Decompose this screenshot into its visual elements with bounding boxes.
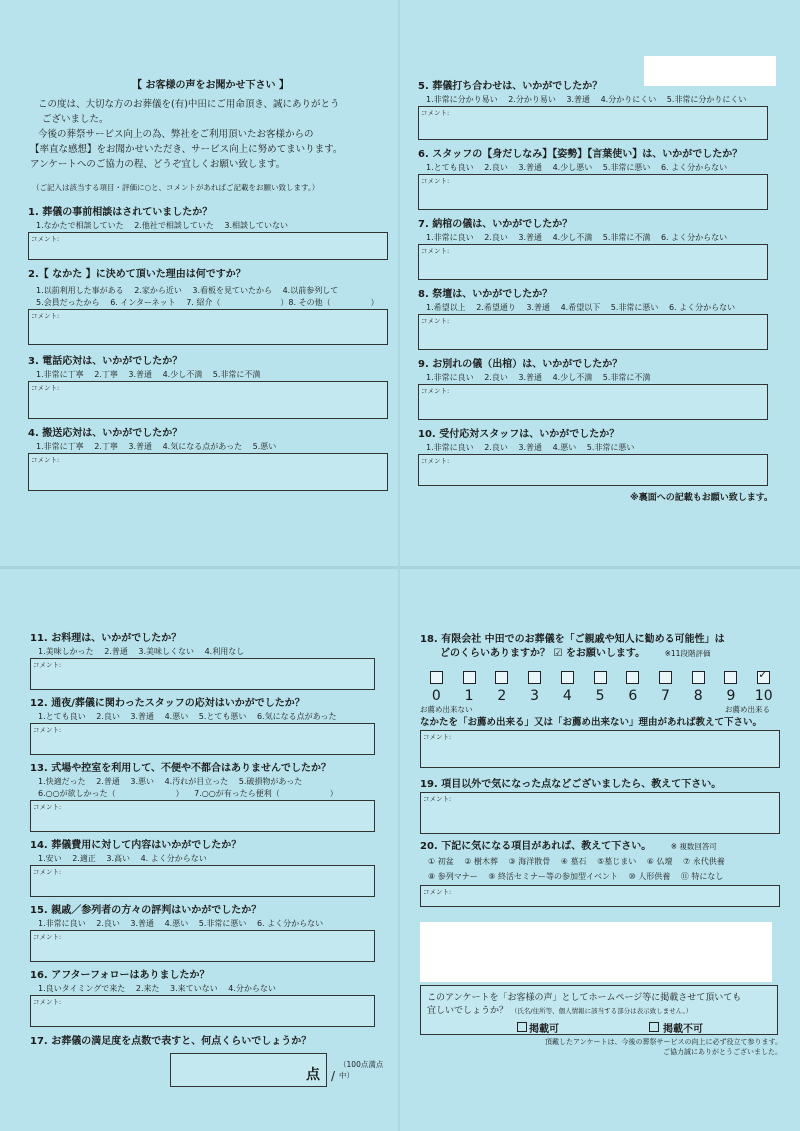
back-side-note: ※裏面への記載もお願い致します。: [629, 493, 773, 503]
option[interactable]: 4.分からない: [228, 984, 276, 993]
option[interactable]: 1.非常に良い: [426, 233, 474, 242]
scale-option[interactable]: [485, 669, 518, 704]
option[interactable]: 3.普通: [526, 303, 551, 312]
checkbox-icon[interactable]: [692, 671, 705, 684]
option[interactable]: 1.非常に分かり易い: [426, 95, 498, 104]
comment-box[interactable]: [30, 865, 375, 897]
option[interactable]: 5.非常に不満: [602, 373, 651, 382]
option[interactable]: 7. 紹介（: [186, 298, 221, 307]
footer-thanks: [420, 1037, 782, 1057]
option[interactable]: 6.気になる点があった: [256, 712, 337, 721]
question-options: [418, 302, 773, 314]
scale-option[interactable]: [649, 669, 682, 704]
checkbox-icon[interactable]: [517, 1022, 527, 1032]
scale-number: 6: [628, 688, 638, 704]
comment-box[interactable]: [28, 381, 388, 419]
scale-option[interactable]: [682, 669, 715, 704]
intro-line: アンケートへのご協力の程、どうぞ宜しくお願い致します。: [30, 159, 286, 170]
option[interactable]: 2.家から近い: [134, 286, 182, 295]
comment-label: コメント:: [423, 733, 452, 741]
question-9: [418, 358, 773, 420]
comment-box[interactable]: [420, 885, 780, 907]
question-3: [28, 355, 393, 419]
option[interactable]: 5.非常に悪い: [610, 303, 659, 312]
question-title: 6. スタッフの【身だしなみ】【姿勢】【言葉使い】は、いかがでしたか？: [418, 149, 743, 160]
publish-text: このアンケートを「お客様の声」としてホームページ等に掲載させて頂いても: [427, 993, 742, 1003]
comment-box[interactable]: [28, 309, 388, 345]
comment-label: コメント:: [421, 457, 450, 465]
instructions: （ご記入は該当する項目・評価に○と、コメントがあればご記載をお願い致します。）: [32, 183, 320, 192]
checkbox-icon[interactable]: [594, 671, 607, 684]
question-options: [28, 285, 393, 297]
option[interactable]: 2.良い: [484, 163, 508, 172]
option[interactable]: 2.普通: [104, 647, 128, 656]
publish-consent-box: [420, 985, 778, 1035]
scale-labels: [420, 704, 770, 715]
question-options: [30, 918, 385, 930]
option[interactable]: 1.なかたで相談していた: [36, 221, 124, 230]
option[interactable]: ① 初盆: [428, 857, 454, 866]
checkbox-icon[interactable]: [757, 671, 770, 684]
comment-label: コメント:: [421, 247, 450, 255]
option[interactable]: ⑪ 特になし: [680, 872, 724, 881]
option[interactable]: 1.快適だった: [38, 777, 86, 786]
option[interactable]: 6. よく分からない: [660, 163, 728, 172]
question-20-header: [420, 840, 780, 854]
reason-prompt: なかたを「お薦め出来る」又は「お薦め出来ない」理由があれば教えて下さい。: [420, 717, 763, 728]
comment-label: コメント:: [423, 795, 452, 803]
question-13: [30, 762, 385, 832]
option[interactable]: 1.安い: [38, 854, 62, 863]
option-close: ）: [370, 298, 379, 307]
question-options: [30, 983, 385, 995]
option[interactable]: 5.会員だったから: [36, 298, 100, 307]
option[interactable]: 2.良い: [484, 233, 508, 242]
scale-number: 10: [754, 688, 773, 704]
question-19-title: 19. 項目以外で気になった点などございましたら、教えて下さい。: [420, 779, 722, 790]
right-top-column: [418, 80, 773, 503]
option[interactable]: 4.少し不満: [552, 373, 593, 382]
scale-number: 7: [661, 688, 670, 704]
question-options: [418, 442, 773, 454]
question-options: [418, 94, 773, 106]
comment-label: コメント:: [421, 177, 450, 185]
question-title: 18. 有限会社 中田でのお葬儀を「ご親戚や知人に勧める可能性」は: [420, 634, 725, 645]
comment-box[interactable]: [28, 232, 388, 260]
intro-line: この度は、大切な方のお葬儀を(有)中田にご用命頂き、誠にありがとう: [38, 99, 340, 110]
option[interactable]: 6. よく分からない: [256, 919, 324, 928]
scale-note: ※11段階評価: [664, 649, 711, 658]
option[interactable]: 2.適正: [72, 854, 96, 863]
checkbox-icon[interactable]: [528, 671, 541, 684]
score-slash: /: [330, 1069, 336, 1083]
question-title: 14. 葬儀費用に対して内容はいかがでしたか？: [30, 840, 242, 851]
scale-option[interactable]: [420, 669, 453, 704]
option[interactable]: 7.○○が有ったら便利（: [194, 789, 280, 798]
option[interactable]: 6. よく分からない: [660, 233, 728, 242]
question-options: [420, 871, 780, 883]
option[interactable]: 1.希望以上: [426, 303, 466, 312]
comment-box[interactable]: [30, 723, 375, 755]
option[interactable]: ② 樹木葬: [464, 857, 498, 866]
question-options: [30, 853, 385, 865]
option[interactable]: 5.非常に不満: [602, 233, 651, 242]
comment-box[interactable]: [418, 314, 768, 350]
option[interactable]: 1.とても良い: [426, 163, 474, 172]
scale-number: 1: [464, 688, 474, 704]
checkbox-icon[interactable]: [626, 671, 639, 684]
question-20: [420, 840, 780, 907]
comment-label: コメント:: [33, 661, 62, 669]
comment-box[interactable]: [418, 174, 768, 210]
right-bottom-column: [420, 633, 782, 1056]
option[interactable]: 4. よく分からない: [140, 854, 207, 863]
option[interactable]: 1.非常に良い: [426, 443, 474, 452]
question-title-line2: [420, 647, 780, 661]
question-7: [418, 218, 773, 280]
option[interactable]: 3.悪い: [130, 777, 155, 786]
option[interactable]: 3.普通: [128, 442, 153, 451]
question-options: [28, 220, 393, 232]
option[interactable]: 3.普通: [128, 370, 153, 379]
scale-option[interactable]: [518, 669, 551, 704]
option[interactable]: 3.普通: [130, 712, 155, 721]
scale-option[interactable]: [551, 669, 584, 704]
option[interactable]: ）8. その他（: [280, 298, 331, 307]
comment-label: コメント:: [33, 933, 62, 941]
question-options: [420, 856, 780, 868]
question-title: 1. 葬儀の事前相談はされていましたか？: [28, 207, 213, 218]
score-note: （100点満点中）: [339, 1060, 384, 1080]
publish-ng-option[interactable]: [649, 1020, 703, 1035]
scale-option[interactable]: [453, 669, 486, 704]
question-title: 5. 葬儀打ち合わせは、いかがでしたか？: [418, 81, 603, 92]
option[interactable]: 3.高い: [106, 854, 131, 863]
question-title: 4. 搬送応対は、いかがでしたか？: [28, 428, 183, 439]
option[interactable]: 3.看板を見ていたから: [192, 286, 273, 295]
option[interactable]: 3.普通: [518, 373, 543, 382]
option[interactable]: 3.普通: [518, 233, 543, 242]
question-options: [418, 372, 773, 384]
question-options: [28, 369, 393, 381]
fold-line-horizontal: [0, 566, 800, 569]
comment-box[interactable]: [30, 800, 375, 832]
left-top-column: [28, 76, 393, 491]
comment-box[interactable]: [420, 792, 780, 834]
footer-line: 頂戴したアンケートは、今後の葬祭サービスの向上に必ず役立て参ります。: [544, 1038, 782, 1046]
question-title: 16. アフターフォローはありましたか？: [30, 970, 210, 981]
option[interactable]: 4.少し不満: [162, 370, 203, 379]
option[interactable]: 1.良いタイミングで来た: [38, 984, 126, 993]
option[interactable]: 2.来た: [135, 984, 160, 993]
question-2: [28, 268, 393, 345]
question-title: 7. 納棺の儀は、いかがでしたか？: [418, 219, 573, 230]
option[interactable]: 1.以前利用した事がある: [36, 286, 124, 295]
checkbox-icon[interactable]: [495, 671, 508, 684]
checkbox-icon[interactable]: [463, 671, 476, 684]
scale-number: 4: [562, 688, 572, 704]
scale-number: 5: [595, 688, 605, 704]
comment-box[interactable]: [30, 995, 375, 1027]
publish-ok-option[interactable]: [517, 1020, 559, 1035]
option[interactable]: 2.良い: [96, 712, 120, 721]
comment-label: コメント:: [31, 312, 60, 320]
option[interactable]: 3.普通: [130, 919, 155, 928]
question-11: [30, 632, 385, 690]
question-title: 2.【 なかた 】に決めて頂いた理由は何ですか？: [28, 269, 246, 280]
question-options: [30, 646, 385, 658]
question-17: [30, 1035, 385, 1087]
checkbox-icon: ☑: [553, 648, 563, 659]
scale-option[interactable]: [584, 669, 617, 704]
option[interactable]: 3.普通: [518, 163, 543, 172]
option[interactable]: ④ 墓石: [560, 857, 587, 866]
option[interactable]: ⑨ 終活セミナー等の参加型イベント: [488, 872, 618, 881]
question-4: [28, 427, 393, 491]
comment-box[interactable]: [418, 384, 768, 420]
comment-box[interactable]: [30, 930, 375, 962]
option[interactable]: 5.非常に悪い: [586, 443, 635, 452]
scale-option[interactable]: [715, 669, 748, 704]
option[interactable]: 4.利用なし: [204, 647, 245, 656]
question-10: [418, 428, 773, 486]
option[interactable]: 2.分かり易い: [508, 95, 556, 104]
option[interactable]: 1.とても良い: [38, 712, 86, 721]
question-title: 8. 祭壇は、いかがでしたか？: [418, 289, 553, 300]
question-title: 10. 受付応対スタッフは、いかがでしたか？: [418, 429, 620, 440]
checkbox-icon[interactable]: [649, 1022, 659, 1032]
fold-line-vertical: [398, 0, 400, 1131]
option[interactable]: ③ 海洋散骨: [508, 857, 551, 866]
publish-ng-label: 掲載不可: [663, 1024, 703, 1035]
option[interactable]: 5.非常に不満: [212, 370, 261, 379]
option[interactable]: 3.来ていない: [170, 984, 218, 993]
question-6: [418, 148, 773, 210]
option[interactable]: 2.希望通り: [476, 303, 516, 312]
question-8: [418, 288, 773, 350]
publish-question: 宜しいでしょうか？: [427, 1006, 509, 1016]
option[interactable]: 5.破損物があった: [238, 777, 303, 786]
checkbox-icon[interactable]: [724, 671, 737, 684]
score-input[interactable]: [170, 1053, 327, 1087]
question-options: [30, 776, 385, 788]
survey-title: 【 お客様の声をお聞かせ下さい 】: [132, 80, 289, 91]
scale-number: 8: [693, 688, 703, 704]
option-close: ）: [175, 789, 184, 798]
comment-label: コメント:: [421, 387, 450, 395]
question-title: 12. 通夜/葬儀に関わったスタッフの応対はいかがでしたか？: [30, 698, 305, 709]
option[interactable]: 4.分かりにくい: [600, 95, 657, 104]
comment-box[interactable]: [28, 453, 388, 491]
option[interactable]: 2.良い: [484, 443, 508, 452]
option[interactable]: 2.他社で相談していた: [134, 221, 214, 230]
option[interactable]: ⑥ 仏壇: [646, 857, 673, 866]
option[interactable]: 4.汚れが目立った: [164, 777, 229, 786]
question-title: 3. 電話応対は、いかがでしたか？: [28, 356, 183, 367]
option[interactable]: ⑤墓じまい: [597, 857, 637, 866]
option[interactable]: 5.悪い: [252, 442, 277, 451]
question-14: [30, 839, 385, 897]
option[interactable]: 4.少し悪い: [552, 163, 593, 172]
option[interactable]: 1.非常に良い: [426, 373, 474, 382]
publish-ok-label: 掲載可: [529, 1024, 559, 1035]
question-options: [28, 297, 393, 309]
question-title: 11. お料理は、いかがでしたか？: [30, 633, 182, 644]
scale-number: 2: [497, 688, 507, 704]
question-title: 17. お葬儀の満足度を点数で表すと、何点くらいでしょうか？: [30, 1036, 312, 1047]
option[interactable]: 3.美味しくない: [138, 647, 195, 656]
comment-label: コメント:: [33, 803, 62, 811]
comment-label: コメント:: [33, 868, 62, 876]
question-20-title: 20. 下記に気になる項目があれば、教えて下さい。: [420, 841, 652, 852]
option[interactable]: 2.丁寧: [94, 370, 118, 379]
option[interactable]: ⑩ 人形供養: [628, 872, 671, 881]
comment-box[interactable]: [30, 658, 375, 690]
option[interactable]: 1.非常に丁寧: [36, 370, 84, 379]
privacy-note: （氏名/住所等、個人情報に該当する部分は表示致しません。）: [510, 1007, 693, 1015]
question-options: [418, 162, 773, 174]
scale-number: 0: [431, 688, 441, 704]
question-16: [30, 969, 385, 1027]
comment-label: コメント:: [33, 998, 62, 1006]
question-options: [30, 711, 385, 723]
scale-option[interactable]: [747, 669, 780, 704]
intro-line: 【率直な感想】をお聞かせいただき、サービス向上に努めてまいります。: [30, 144, 343, 155]
option[interactable]: 1.美味しかった: [38, 647, 94, 656]
comment-box[interactable]: [420, 730, 780, 768]
option[interactable]: ⑧ 参列マナー: [428, 872, 478, 881]
check-instruction: をお願いします。: [565, 648, 646, 659]
multiple-answer-note: ※ 複数回答可: [670, 842, 717, 851]
option[interactable]: 2.丁寧: [94, 442, 118, 451]
intro-line: 今後の葬祭サービス向上の為、弊社をご利用頂いたお客様からの: [38, 129, 314, 140]
footer-line: ご協力誠にありがとうございました。: [663, 1048, 782, 1056]
scale-high-label: お薦め出来る: [725, 705, 770, 714]
option[interactable]: 4.希望以下: [560, 303, 601, 312]
question-title-text: どのくらいありますか？: [440, 648, 550, 659]
option[interactable]: 2.普通: [96, 777, 120, 786]
comment-box[interactable]: [418, 454, 768, 486]
option[interactable]: 5.非常に分かりにくい: [666, 95, 747, 104]
option[interactable]: 2.良い: [484, 373, 508, 382]
question-12: [30, 697, 385, 755]
option-close: ）: [329, 789, 338, 798]
comment-label: コメント:: [31, 456, 60, 464]
scale-option[interactable]: [616, 669, 649, 704]
option[interactable]: 5.非常に悪い: [602, 163, 651, 172]
option[interactable]: 6. インターネット: [110, 298, 176, 307]
intro-line: ございました。: [42, 114, 109, 125]
option[interactable]: 4.以前参列して: [282, 286, 339, 295]
option[interactable]: ⑦ 永代供養: [683, 857, 725, 866]
checkbox-icon[interactable]: [659, 671, 672, 684]
score-unit: 点: [305, 1067, 320, 1083]
comment-label: コメント:: [423, 888, 452, 896]
option[interactable]: 4.少し不満: [552, 233, 593, 242]
option[interactable]: 4.悪い: [552, 443, 577, 452]
comment-label: コメント:: [421, 317, 450, 325]
checkbox-icon[interactable]: [430, 671, 443, 684]
option[interactable]: 3.普通: [566, 95, 591, 104]
question-5: [418, 80, 773, 140]
question-15: [30, 904, 385, 962]
intro-text: [28, 97, 393, 172]
option[interactable]: 5.非常に悪い: [198, 919, 247, 928]
option[interactable]: 1.非常に丁寧: [36, 442, 84, 451]
scale-number: 3: [530, 688, 540, 704]
comment-label: コメント:: [33, 726, 62, 734]
comment-box[interactable]: [418, 106, 768, 140]
recommend-scale: [420, 669, 780, 704]
question-title: 9. お別れの儀（出棺）は、いかがでしたか？: [418, 359, 623, 370]
score-row: [30, 1053, 385, 1087]
option[interactable]: 6. よく分からない: [668, 303, 736, 312]
checkbox-icon[interactable]: [561, 671, 574, 684]
question-title: 13. 式場や控室を利用して、不便や不都合はありませんでしたか？: [30, 763, 331, 774]
left-bottom-column: [30, 632, 385, 1087]
option[interactable]: 1.非常に良い: [38, 919, 86, 928]
option[interactable]: 4.気になる点があった: [162, 442, 243, 451]
redacted-area: [420, 922, 772, 982]
option[interactable]: 6.○○が欲しかった（: [38, 789, 116, 798]
option[interactable]: 3.普通: [518, 443, 543, 452]
comment-label: コメント:: [31, 235, 60, 243]
question-options: [28, 441, 393, 453]
comment-box[interactable]: [418, 244, 768, 280]
option[interactable]: 3.相談していない: [224, 221, 289, 230]
option[interactable]: 2.良い: [96, 919, 120, 928]
question-1: [28, 206, 393, 260]
option[interactable]: 4.悪い: [164, 919, 189, 928]
question-options: [418, 232, 773, 244]
scale-low-label: お薦め出来ない: [420, 705, 473, 714]
comment-label: コメント:: [31, 384, 60, 392]
scale-number: 9: [726, 688, 736, 704]
option[interactable]: 5.とても悪い: [198, 712, 247, 721]
question-options: [30, 788, 385, 800]
comment-label: コメント:: [421, 109, 450, 117]
option[interactable]: 4.悪い: [164, 712, 189, 721]
question-title: 15. 親戚／参列者の方々の評判はいかがでしたか？: [30, 905, 262, 916]
